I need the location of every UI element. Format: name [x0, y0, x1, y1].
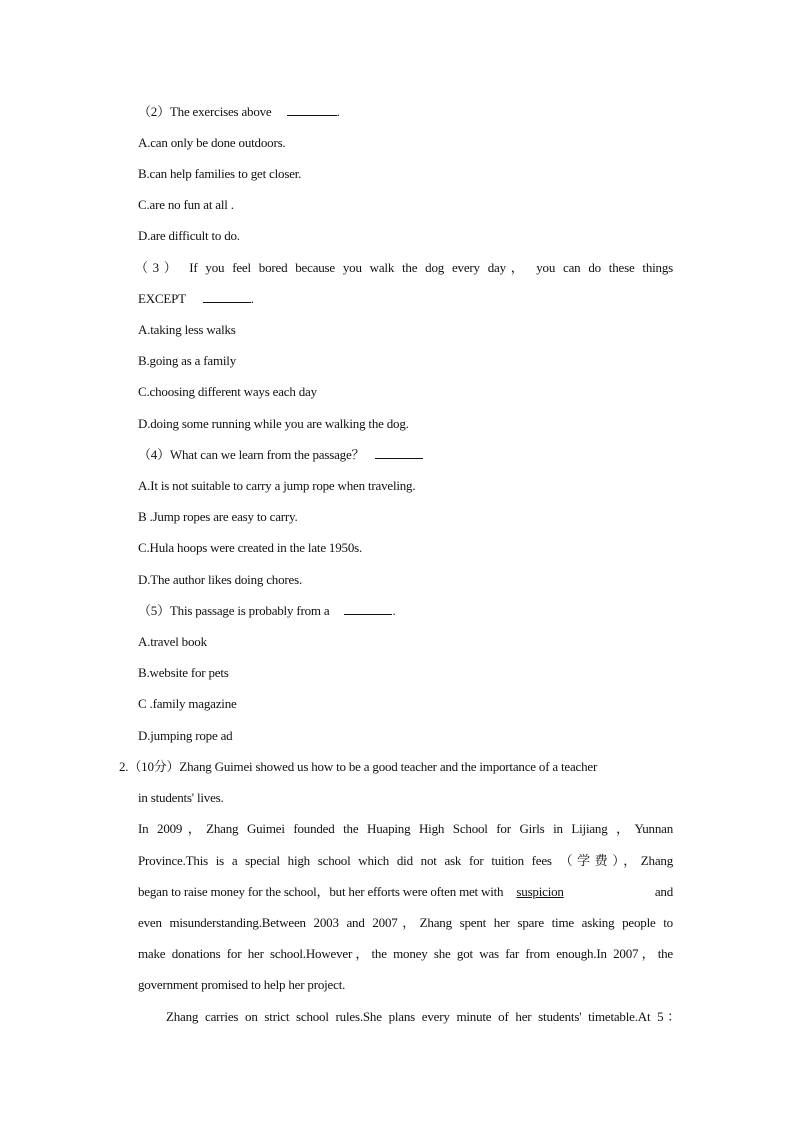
stem-text: （4）What can we learn from the passage？	[138, 447, 365, 462]
option-a: A.travel book	[138, 634, 207, 649]
answer-blank[interactable]	[287, 104, 337, 116]
option-a: A.It is not suitable to carry a jump rope when traveling.	[138, 478, 416, 493]
paragraph-1-line1: In 2009，Zhang Guimei founded the Huaping High School for Girls in Lijiang ，Yunnan	[138, 821, 673, 836]
option-d: D.The author likes doing chores.	[138, 572, 303, 587]
question-2-header	[119, 759, 597, 775]
option-c: C.are no fun at all .	[138, 197, 234, 212]
stem-text: （2）The exercises above	[138, 104, 272, 119]
stem-tail: .	[336, 104, 340, 119]
stem-text: EXCEPT	[138, 291, 186, 306]
question-4-stem	[138, 447, 423, 463]
answer-blank[interactable]	[375, 447, 423, 459]
question-3-stem-line1: （3） If you feel bored because you walk the dog every day， you can do these things	[135, 260, 673, 275]
option-c: C.Hula hoops were created in the late 1950s.	[138, 540, 363, 555]
option-b: B.can help families to get closer.	[138, 166, 302, 181]
question-3-stem-line2	[138, 291, 254, 307]
stem-tail: .	[392, 603, 396, 618]
intro-text: Zhang Guimei showed us how to be a good teacher and the importance of a teacher	[179, 759, 598, 774]
option-d: D.jumping rope ad	[138, 728, 233, 743]
answer-blank[interactable]	[203, 291, 251, 303]
question-score: （10分）	[128, 759, 180, 774]
option-d: D.are difficult to do.	[138, 228, 240, 243]
paragraph-1-line3	[138, 884, 673, 900]
option-c: C .family magazine	[138, 696, 237, 711]
paragraph-1-line2: Province.This is a special high school which did not ask for tuition fees （学费），Zhang	[138, 853, 673, 868]
option-b: B.website for pets	[138, 665, 229, 680]
question-5-stem	[138, 603, 396, 619]
option-c: C.choosing different ways each day	[138, 384, 317, 399]
option-b: B .Jump ropes are easy to carry.	[138, 509, 298, 524]
option-a: A.can only be done outdoors.	[138, 135, 286, 150]
paragraph-1-line6: government promised to help her project.	[138, 977, 346, 992]
answer-blank[interactable]	[344, 603, 392, 615]
option-a: A.taking less walks	[138, 322, 236, 337]
option-d: D.doing some running while you are walking the dog.	[138, 416, 409, 431]
paragraph-1-line4: even misunderstanding.Between 2003 and 2007，Zhang spent her spare time asking people to	[138, 915, 673, 930]
paragraph-2-line1: Zhang carries on strict school rules.She plans every minute of her students' timetable.At 5：	[166, 1009, 680, 1024]
line-text-end: and	[654, 884, 673, 899]
stem-text: （5）This passage is probably from a	[138, 603, 330, 618]
stem-tail: .	[250, 291, 254, 306]
option-b: B.going as a family	[138, 353, 237, 368]
question-number: 2.	[119, 759, 129, 774]
question-2-stem	[138, 104, 340, 120]
line-text: began to raise money for the school，but her efforts were often met with	[138, 884, 504, 899]
underlined-word: suspicion	[516, 884, 564, 899]
paragraph-1-line5: make donations for her school.However，the money she got was far from enough.In 2007，the	[138, 946, 673, 961]
intro-line2: in students' lives.	[138, 790, 224, 805]
